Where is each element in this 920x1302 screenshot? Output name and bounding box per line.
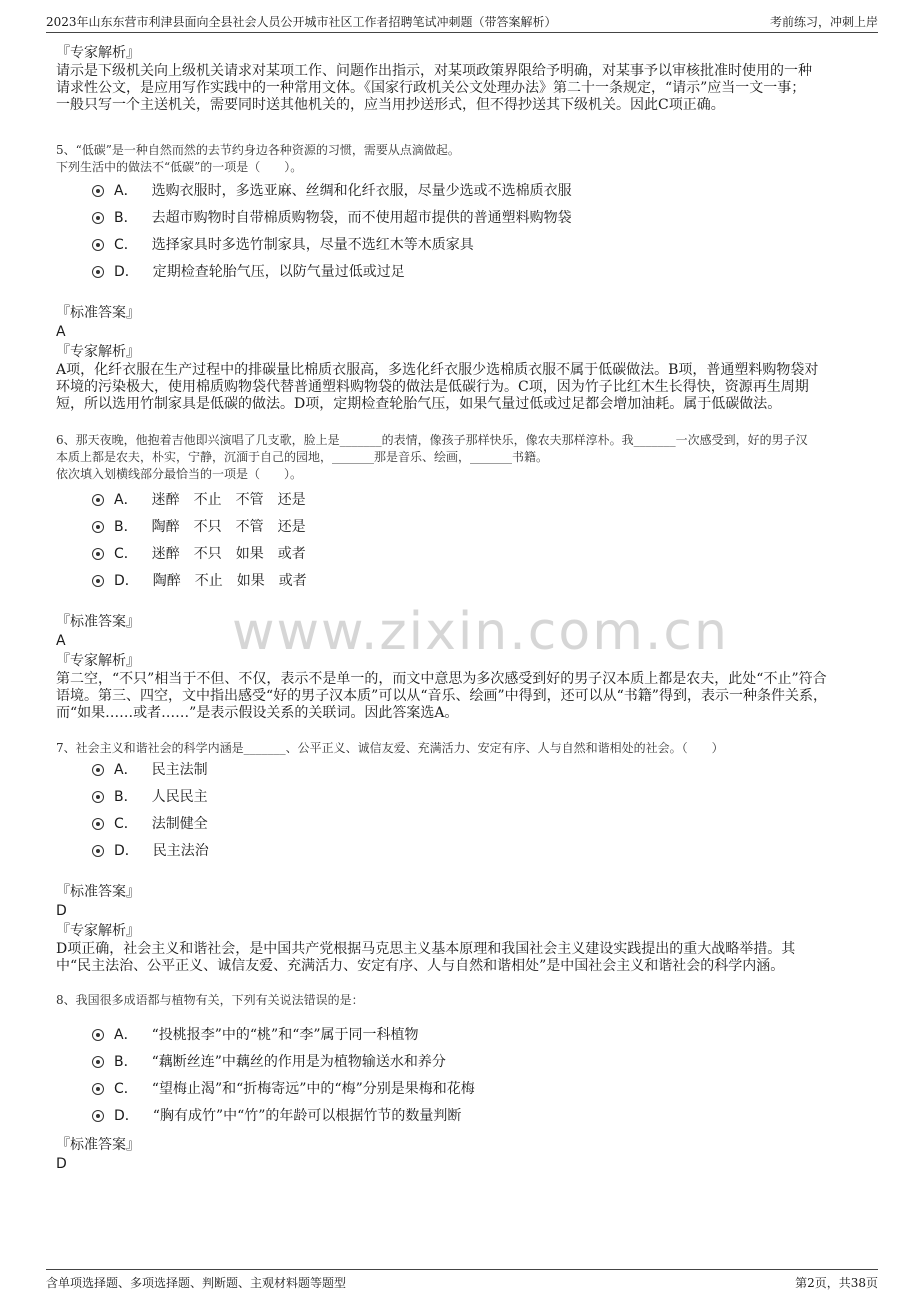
option-letter: D． (114, 573, 139, 589)
q6-answer-label: 『标准答案』 (56, 614, 140, 630)
q6-option-d[interactable] (92, 571, 307, 591)
q5-analysis-line: 环境的污染极大，使用棉质购物袋代替普通塑料购物袋的做法是低碳行为。C项，因为竹子比红木生长得快，资源再生周期 (56, 379, 809, 395)
radio-icon[interactable] (92, 791, 104, 803)
q5-option-a[interactable] (92, 181, 572, 201)
q4-analysis-line: 一般只写一个主送机关，需要同时送其他机关的，应当用抄送形式，但不得抄送其下级机关。因此C项正确。 (56, 97, 725, 113)
q5-answer: A (56, 324, 66, 340)
q6-analysis (56, 671, 878, 722)
radio-icon[interactable] (92, 521, 104, 533)
q5-stem (56, 142, 878, 176)
option-letter: A． (114, 183, 138, 199)
document-title: 2023年山东东营市利津县面向全县社会人员公开城市社区工作者招聘笔试冲刺题（带答案解析） (46, 15, 557, 29)
option-letter: C． (114, 546, 138, 562)
q8-stem: 8、我国很多成语都与植物有关，下列有关说法错误的是： (56, 993, 364, 1007)
q6-stem-line: 依次填入划横线部分最恰当的一项是（ ）。 (56, 467, 303, 481)
q5-analysis-line: 短，所以选用竹制家具是低碳的做法。D项，定期检查轮胎气压，如果气量过低或过足都会增加油耗。属于低碳做法。 (56, 396, 782, 412)
q6-option-c[interactable] (92, 544, 306, 564)
q7-answer-label: 『标准答案』 (56, 884, 140, 900)
option-letter: B． (114, 210, 138, 226)
option-text: 陶醉 不止 如果 或者 (152, 573, 307, 589)
radio-icon[interactable] (92, 1056, 104, 1068)
q7-analysis-line: 中“民主法治、公平正义、诚信友爱、充满活力、安定有序、人与自然和谐相处”是中国社会主义和谐社会的科学内涵。 (56, 958, 785, 974)
q7-option-d[interactable] (92, 841, 209, 861)
option-letter: A． (114, 762, 138, 778)
option-text: “望梅止渴”和“折梅寄远”中的“梅”分别是果梅和花梅 (151, 1081, 475, 1097)
q5-analysis-line: A项，化纤衣服在生产过程中的排碳量比棉质衣服高，多选化纤衣服少选棉质衣服不属于低碳做法。B项，普通塑料购物袋对 (56, 362, 819, 378)
q4-analysis-line: 请求性公文，是应用写作实践中的一种常用文体。《国家行政机关公文处理办法》第二十一条规定，“请示”应当一文一事； (56, 80, 806, 96)
option-letter: A． (114, 1027, 138, 1043)
q6-analysis-line: 语境。第三、四空，文中指出感受“好的男子汉本质”可以从“音乐、绘画”中得到，还可以从“书籍”得到，表示一种条件关系， (56, 688, 827, 704)
option-letter: C． (114, 1081, 138, 1097)
q6-analysis-line: 第二空，“不只”相当于不但、不仅，表示不是单一的，而文中意思为多次感受到好的男子汉本质上都是农夫，此处“不止”符合 (56, 671, 827, 687)
q7-analysis-line: D项正确，社会主义和谐社会，是中国共产党根据马克思主义基本原理和我国社会主义建设实践提出的重大战略举措。其 (56, 941, 796, 957)
option-text: 选购衣服时，多选亚麻、丝绸和化纤衣服，尽量少选或不选棉质衣服 (151, 183, 572, 199)
option-text: 民主法制 (151, 762, 208, 778)
radio-icon[interactable] (92, 1110, 104, 1122)
radio-icon[interactable] (92, 548, 104, 560)
option-text: 去超市购物时自带棉质购物袋，而不使用超市提供的普通塑料购物袋 (151, 210, 572, 226)
q8-option-b[interactable] (92, 1052, 446, 1072)
radio-icon[interactable] (92, 239, 104, 251)
radio-icon[interactable] (92, 212, 104, 224)
page-header (46, 10, 878, 33)
q6-stem-line: 6、那天夜晚，他抱着吉他即兴演唱了几支歌，脸上是_______的表情，像孩子那样快乐，像农夫那样淳朴。我_______一次感受到，好的男子汉 (56, 433, 808, 447)
radio-icon[interactable] (92, 494, 104, 506)
q7-option-c[interactable] (92, 814, 208, 834)
option-letter: D． (114, 264, 139, 280)
q5-stem-line: 下列生活中的做法不“低碳”的一项是（ ）。 (56, 160, 303, 174)
radio-icon[interactable] (92, 764, 104, 776)
option-text: 民主法治 (152, 843, 209, 859)
option-text: 定期检查轮胎气压，以防气量过低或过足 (152, 264, 405, 280)
q6-option-b[interactable] (92, 517, 306, 537)
q8-option-a[interactable] (92, 1025, 419, 1045)
footer-note: 含单项选择题、多项选择题、判断题、主观材料题等题型 (46, 1276, 347, 1290)
radio-icon[interactable] (92, 266, 104, 278)
option-text: 迷醉 不只 如果 或者 (151, 546, 306, 562)
option-letter: B． (114, 789, 138, 805)
q6-stem (56, 432, 878, 483)
option-letter: C． (114, 237, 138, 253)
q7-option-b[interactable] (92, 787, 208, 807)
q5-option-d[interactable] (92, 262, 405, 282)
q5-option-b[interactable] (92, 208, 572, 228)
q5-option-c[interactable] (92, 235, 474, 255)
q8-answer: D (56, 1156, 67, 1172)
option-letter: A． (114, 492, 138, 508)
option-text: “藕断丝连”中藕丝的作用是为植物输送水和养分 (151, 1054, 446, 1070)
q5-answer-label: 『标准答案』 (56, 305, 140, 321)
radio-icon[interactable] (92, 185, 104, 197)
q6-analysis-label: 『专家解析』 (56, 653, 140, 669)
option-text: 选择家具时多选竹制家具，尽量不选红木等木质家具 (151, 237, 474, 253)
page-number: 第2页，共38页 (795, 1276, 878, 1290)
q8-option-d[interactable] (92, 1106, 461, 1126)
option-letter: C． (114, 816, 138, 832)
radio-icon[interactable] (92, 845, 104, 857)
watermark: www.zixin.com.cn (232, 602, 729, 662)
q8-answer-label: 『标准答案』 (56, 1137, 140, 1153)
q4-analysis-label: 『专家解析』 (56, 45, 140, 61)
option-text: 人民民主 (151, 789, 208, 805)
q5-analysis-label: 『专家解析』 (56, 344, 140, 360)
option-text: 陶醉 不只 不管 还是 (151, 519, 306, 535)
q7-analysis-label: 『专家解析』 (56, 923, 140, 939)
q7-stem: 7、社会主义和谐社会的科学内涵是_______、公平正义、诚信友爱、充满活力、安定有序、人与自然和谐相处的社会。（ ） (56, 741, 724, 755)
option-text: “投桃报李”中的“桃”和“李”属于同一科植物 (151, 1027, 419, 1043)
q4-analysis-line: 请示是下级机关向上级机关请求对某项工作、问题作出指示，对某项政策界限给予明确，对某事予以审核批准时使用的一种 (56, 63, 812, 79)
q4-analysis (56, 63, 878, 114)
q7-analysis (56, 941, 878, 975)
q7-option-a[interactable] (92, 760, 208, 780)
q6-option-a[interactable] (92, 490, 306, 510)
radio-icon[interactable] (92, 575, 104, 587)
q8-option-c[interactable] (92, 1079, 475, 1099)
q6-stem-line: 本质上都是农夫，朴实，宁静，沉湎于自己的园地，_______那是音乐、绘画，_______书籍。 (56, 450, 549, 464)
q6-analysis-line: 而“如果……或者……”是表示假设关系的关联词。因此答案选A。 (56, 705, 459, 721)
option-letter: B． (114, 519, 138, 535)
radio-icon[interactable] (92, 818, 104, 830)
radio-icon[interactable] (92, 1083, 104, 1095)
option-text: “胸有成竹”中“竹”的年龄可以根据竹节的数量判断 (152, 1108, 462, 1124)
header-slogan: 考前练习，冲刺上岸 (769, 15, 878, 29)
option-text: 迷醉 不止 不管 还是 (151, 492, 306, 508)
option-letter: D． (114, 843, 139, 859)
page-footer (46, 1269, 878, 1292)
q6-answer: A (56, 633, 66, 649)
q5-analysis (56, 362, 878, 413)
q7-answer: D (56, 903, 67, 919)
radio-icon[interactable] (92, 1029, 104, 1041)
q5-stem-line: 5、“低碳”是一种自然而然的去节约身边各种资源的习惯，需要从点滴做起。 (56, 143, 460, 157)
option-letter: D． (114, 1108, 139, 1124)
option-letter: B． (114, 1054, 138, 1070)
option-text: 法制健全 (151, 816, 208, 832)
